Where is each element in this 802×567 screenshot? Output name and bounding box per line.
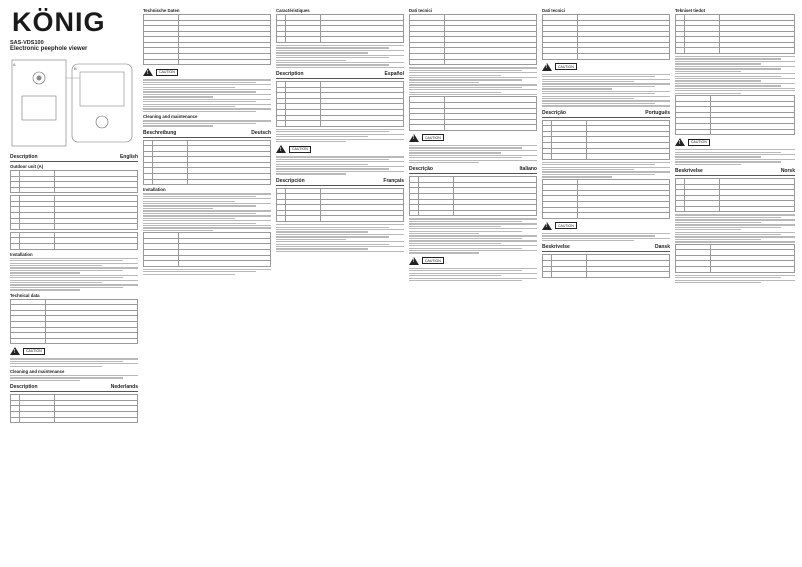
col6-table-2 bbox=[675, 95, 795, 135]
col2-lang-label: Deutsch bbox=[251, 129, 271, 136]
parts-table-b bbox=[10, 195, 138, 229]
col3-lang-label: Español bbox=[384, 71, 404, 78]
caution-label: CAUTION bbox=[23, 348, 45, 355]
col3-table-2 bbox=[276, 81, 404, 127]
col5-warning-2 bbox=[542, 222, 670, 230]
table-subtitle: Outdoor unit (A) bbox=[10, 164, 44, 169]
col4-table-1 bbox=[409, 14, 537, 65]
col2-title: Technische Daten bbox=[143, 8, 180, 13]
col5-table-3 bbox=[542, 179, 670, 219]
svg-text:A: A bbox=[13, 62, 16, 67]
column-5 bbox=[542, 6, 670, 564]
column-1 bbox=[10, 6, 138, 564]
installation-heading: Installation bbox=[10, 251, 33, 257]
col6-title: Tekniset tiedot bbox=[675, 8, 706, 13]
warning-triangle-icon bbox=[675, 138, 685, 146]
brand-logo: KÖNIG bbox=[12, 7, 106, 37]
col4-heading bbox=[409, 166, 537, 174]
warning-triangle-icon bbox=[542, 63, 552, 71]
caution-label: CAUTION bbox=[688, 139, 710, 146]
safety-warning bbox=[10, 347, 138, 355]
dutch-heading bbox=[10, 384, 138, 392]
col5-lang-label: Português bbox=[645, 109, 670, 116]
col4-warning-2 bbox=[409, 257, 537, 265]
col2-table-2 bbox=[143, 140, 271, 186]
tech-table bbox=[10, 299, 138, 345]
caution-label: CAUTION bbox=[156, 69, 178, 76]
col6-desc-label: Beskrivelse bbox=[675, 168, 703, 175]
caution-label: CAUTION bbox=[289, 146, 311, 153]
col4-lang-label: Italiano bbox=[519, 166, 537, 173]
col5-table-2 bbox=[542, 120, 670, 160]
col5-title: Dati tecnici bbox=[542, 8, 565, 13]
warning-triangle-icon bbox=[10, 347, 20, 355]
col4-desc-label: Descrição bbox=[409, 166, 433, 173]
col3-desc-label-2: Descripción bbox=[276, 177, 305, 184]
tech-data-heading: Technical data bbox=[10, 292, 40, 298]
col3-desc-label: Description bbox=[276, 71, 304, 78]
col5-table-4 bbox=[542, 254, 670, 277]
warning-triangle-icon bbox=[542, 222, 552, 230]
col3-heading-2 bbox=[276, 178, 404, 186]
col3-warning bbox=[276, 145, 404, 153]
peephole-diagram bbox=[10, 56, 138, 148]
model-number: SAS-VDS100 bbox=[10, 40, 44, 46]
col3-heading bbox=[276, 71, 404, 79]
col6-heading bbox=[675, 168, 795, 176]
col6-table-1 bbox=[675, 14, 795, 54]
warning-triangle-icon bbox=[143, 68, 153, 76]
caution-label: CAUTION bbox=[422, 257, 444, 264]
parts-table-a bbox=[10, 170, 138, 193]
col2-table-3 bbox=[143, 232, 271, 266]
col5-table-1 bbox=[542, 14, 670, 60]
col4-title: Dati tecnici bbox=[409, 8, 432, 13]
warning-triangle-icon bbox=[409, 134, 419, 142]
col4-table-2 bbox=[409, 96, 537, 130]
col5-warning bbox=[542, 63, 670, 71]
col2-cleaning: Cleaning and maintenance bbox=[143, 114, 198, 120]
cleaning-heading: Cleaning and maintenance bbox=[10, 368, 65, 374]
col2-warning bbox=[143, 68, 271, 76]
english-heading bbox=[10, 154, 138, 162]
col2-desc-label: Beschreibung bbox=[143, 129, 177, 136]
col6-table-4 bbox=[675, 244, 795, 273]
caution-label: CAUTION bbox=[422, 134, 444, 141]
col2-heading bbox=[143, 130, 271, 138]
caution-label: CAUTION bbox=[555, 222, 577, 229]
col3-table-3 bbox=[276, 188, 404, 222]
col3-table-1 bbox=[276, 14, 404, 43]
col5-desc-label-2: Beskrivelse bbox=[542, 244, 570, 251]
parts-table-c bbox=[10, 232, 138, 250]
warning-triangle-icon bbox=[409, 257, 419, 265]
warning-triangle-icon bbox=[276, 145, 286, 153]
col6-table-3 bbox=[675, 178, 795, 212]
dutch-desc-label: Description bbox=[10, 384, 38, 391]
column-6 bbox=[675, 6, 795, 564]
col6-warning bbox=[675, 138, 795, 146]
col5-heading bbox=[542, 110, 670, 118]
column-2 bbox=[143, 6, 271, 564]
dutch-lang-label: Nederlands bbox=[110, 384, 138, 391]
col6-lang-label: Norsk bbox=[780, 168, 795, 175]
description-heading: Description bbox=[10, 154, 38, 160]
svg-text:B: B bbox=[74, 66, 77, 71]
language-label: English bbox=[119, 154, 138, 160]
col5-heading-2 bbox=[542, 244, 670, 252]
device-illustration bbox=[10, 56, 138, 148]
column-3 bbox=[276, 6, 404, 564]
product-title: Electronic peephole viewer bbox=[10, 46, 88, 52]
col5-lang-label-2: Dansk bbox=[654, 244, 670, 251]
column-4 bbox=[409, 6, 537, 564]
col4-warning bbox=[409, 134, 537, 142]
col2-table-1 bbox=[143, 14, 271, 65]
col2-install: Installation bbox=[143, 187, 166, 193]
col3-lang-label-2: Français bbox=[383, 177, 404, 184]
col5-desc-label: Descrição bbox=[542, 109, 566, 116]
caution-label: CAUTION bbox=[555, 63, 577, 70]
dutch-table bbox=[10, 394, 138, 423]
col3-title: Caractéristiques bbox=[276, 8, 310, 13]
col4-table-3 bbox=[409, 176, 537, 216]
